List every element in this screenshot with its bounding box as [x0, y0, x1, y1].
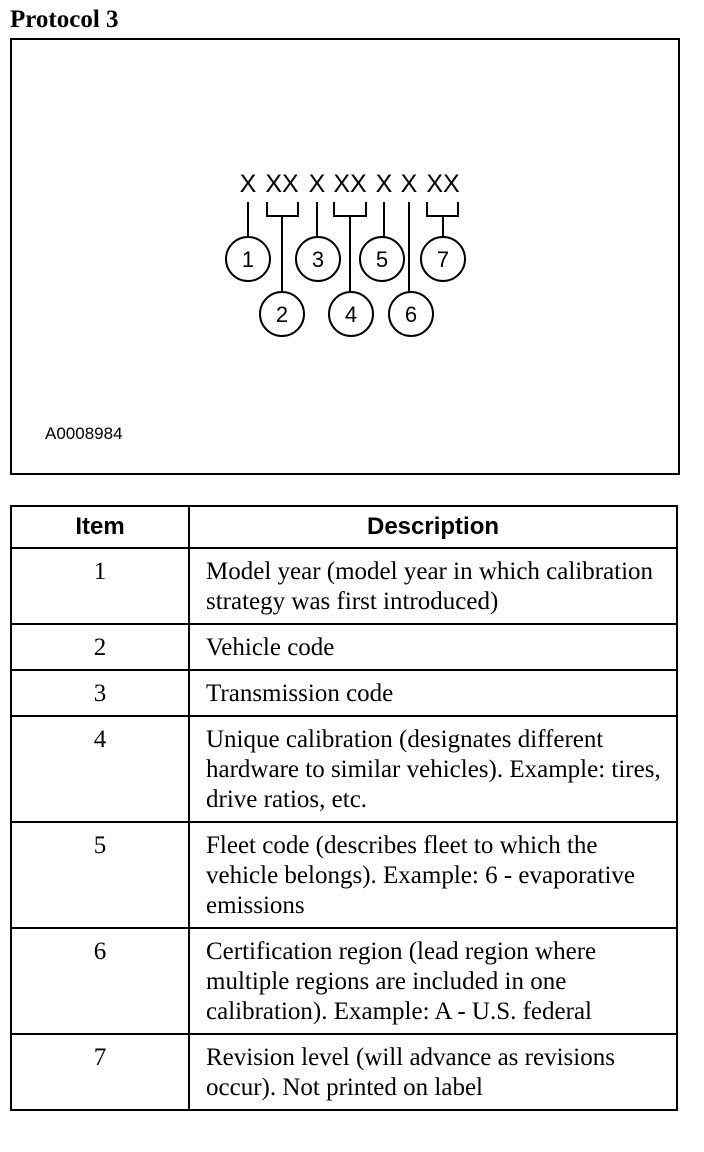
page-title: Protocol 3 [10, 6, 119, 33]
item-column-header: Item [11, 506, 189, 548]
table-row [11, 1034, 677, 1110]
code-diagram [12, 40, 678, 473]
callout-number-3: 3 [311, 247, 325, 272]
item-number: 2 [11, 624, 189, 670]
code-letter-7: XX [426, 170, 460, 198]
table-row [11, 716, 677, 822]
item-description: Unique calibration (designates different hardware to similar vehicles). Example: tires, drive ratios, etc. [189, 716, 677, 822]
code-letter-6: X [400, 170, 418, 198]
code-letter-3: X [308, 170, 326, 198]
item-description: Vehicle code [189, 624, 677, 670]
item-description: Revision level (will advance as revisions occur). Not printed on label [189, 1034, 677, 1110]
description-column-header: Description [189, 506, 677, 548]
item-number: 6 [11, 928, 189, 1034]
code-letter-2: XX [265, 170, 299, 198]
callout-number-6: 6 [404, 302, 418, 327]
item-description: Model year (model year in which calibration strategy was first introduced) [189, 548, 677, 624]
item-number: 7 [11, 1034, 189, 1110]
code-letter-1: X [239, 170, 257, 198]
item-number: 5 [11, 822, 189, 928]
callout-number-2: 2 [275, 302, 289, 327]
table-row [11, 822, 677, 928]
code-letter-4: XX [333, 170, 367, 198]
table-row [11, 624, 677, 670]
table-header-row [11, 506, 677, 548]
code-letter-5: X [375, 170, 393, 198]
item-table [10, 505, 678, 1111]
callout-number-5: 5 [375, 247, 389, 272]
callout-number-4: 4 [344, 302, 358, 327]
table-row [11, 670, 677, 716]
item-description: Fleet code (describes fleet to which the vehicle belongs). Example: 6 - evaporative emissions [189, 822, 677, 928]
callout-number-1: 1 [241, 247, 255, 272]
callout-number-7: 7 [436, 247, 450, 272]
table-row [11, 928, 677, 1034]
figure-panel [10, 38, 680, 475]
item-description: Certification region (lead region where multiple regions are included in one calibration). Example: A - U.S. federal [189, 928, 677, 1034]
figure-id: A0008984 [45, 424, 123, 443]
table-row [11, 548, 677, 624]
item-number: 3 [11, 670, 189, 716]
item-number: 4 [11, 716, 189, 822]
item-number: 1 [11, 548, 189, 624]
item-description: Transmission code [189, 670, 677, 716]
